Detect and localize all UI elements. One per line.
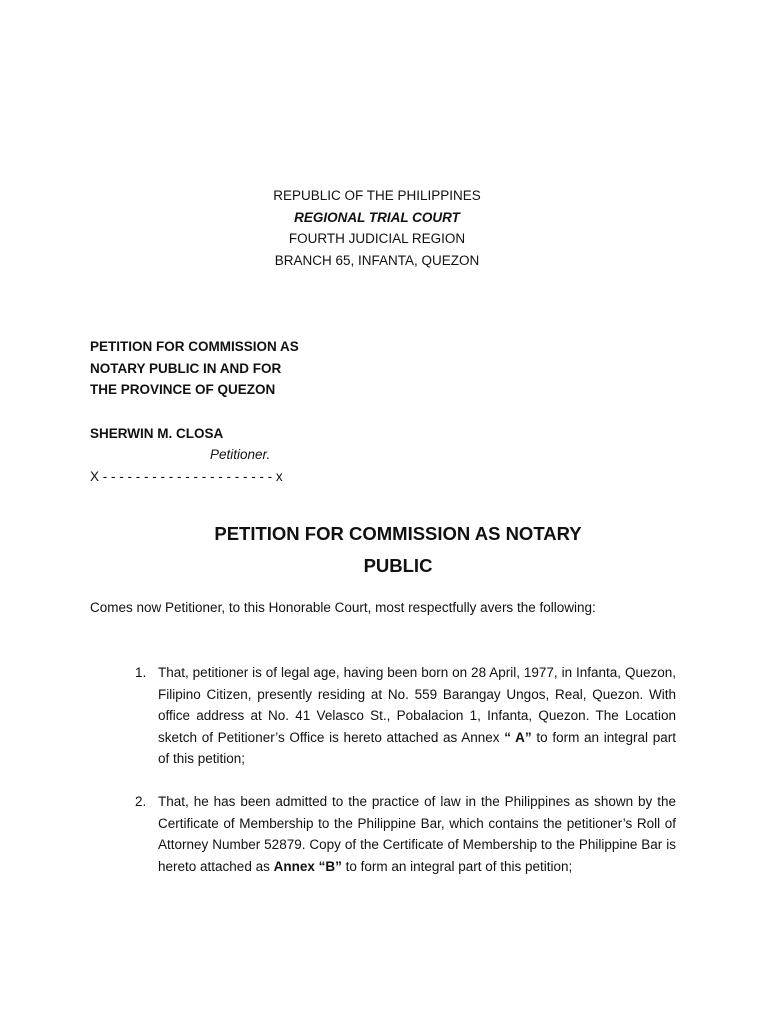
republic-line: REPUBLIC OF THE PHILIPPINES	[273, 188, 481, 203]
court-branch: BRANCH 65, INFANTA, QUEZON	[274, 252, 480, 268]
court-name: REGIONAL TRIAL COURT	[294, 209, 460, 225]
annex-reference: Annex “B”	[273, 858, 342, 874]
numbered-paragraph	[135, 662, 676, 770]
numbered-paragraph	[135, 791, 676, 877]
paragraph-text	[158, 662, 676, 770]
annex-reference: “ A”	[504, 729, 532, 745]
judicial-region: FOURTH JUDICIAL REGION	[288, 231, 466, 246]
paragraph-number: 2.	[135, 794, 147, 809]
document-title	[0, 518, 768, 582]
intro-paragraph: Comes now Petitioner, to this Honorable Court, most respectfully avers the following:	[90, 600, 596, 615]
caption-line-3: THE PROVINCE OF QUEZON	[90, 382, 276, 397]
paragraph-body: That, he has been admitted to the practice of law in the Philippines as shown by the Certificate of Membership to the Philippine Bar, which contains the petitioner’s Roll of Attorney Number 52879. Copy of the Certificate of Membership to the Philippine Bar is hereto attached as	[158, 794, 676, 874]
title-line-2: PUBLIC	[363, 555, 433, 576]
paragraph-body: That, petitioner is of legal age, having been born on 28 April, 1977, in Infanta, Quezon, Filipino Citizen, presently residing at No. 559 Barangay Ungos, Real, Quezon. With office address at No. 41 Velasco St., Pobalacion 1, Infanta, Quezon. The Location sketch of Petitioner’s Office is hereto attached as Annex	[158, 665, 676, 745]
caption-line-2: NOTARY PUBLIC IN AND FOR	[90, 360, 282, 376]
petitioner-role: Petitioner.	[210, 447, 271, 462]
paragraph-ending: to form an integral part of this petition;	[345, 858, 573, 874]
court-header	[0, 185, 768, 271]
paragraph-ending: to form an integral part of this petition;	[158, 729, 676, 766]
paragraph-number: 1.	[135, 665, 147, 680]
paragraph-text	[158, 791, 676, 877]
petitioner-name: SHERWIN M. CLOSA	[90, 426, 224, 441]
case-caption	[90, 336, 299, 401]
caption-line-1: PETITION FOR COMMISSION AS	[90, 339, 299, 354]
title-line-1: PETITION FOR COMMISSION AS NOTARY	[214, 523, 582, 544]
caption-separator: X - - - - - - - - - - - - - - - - - - - - - x	[90, 469, 283, 484]
